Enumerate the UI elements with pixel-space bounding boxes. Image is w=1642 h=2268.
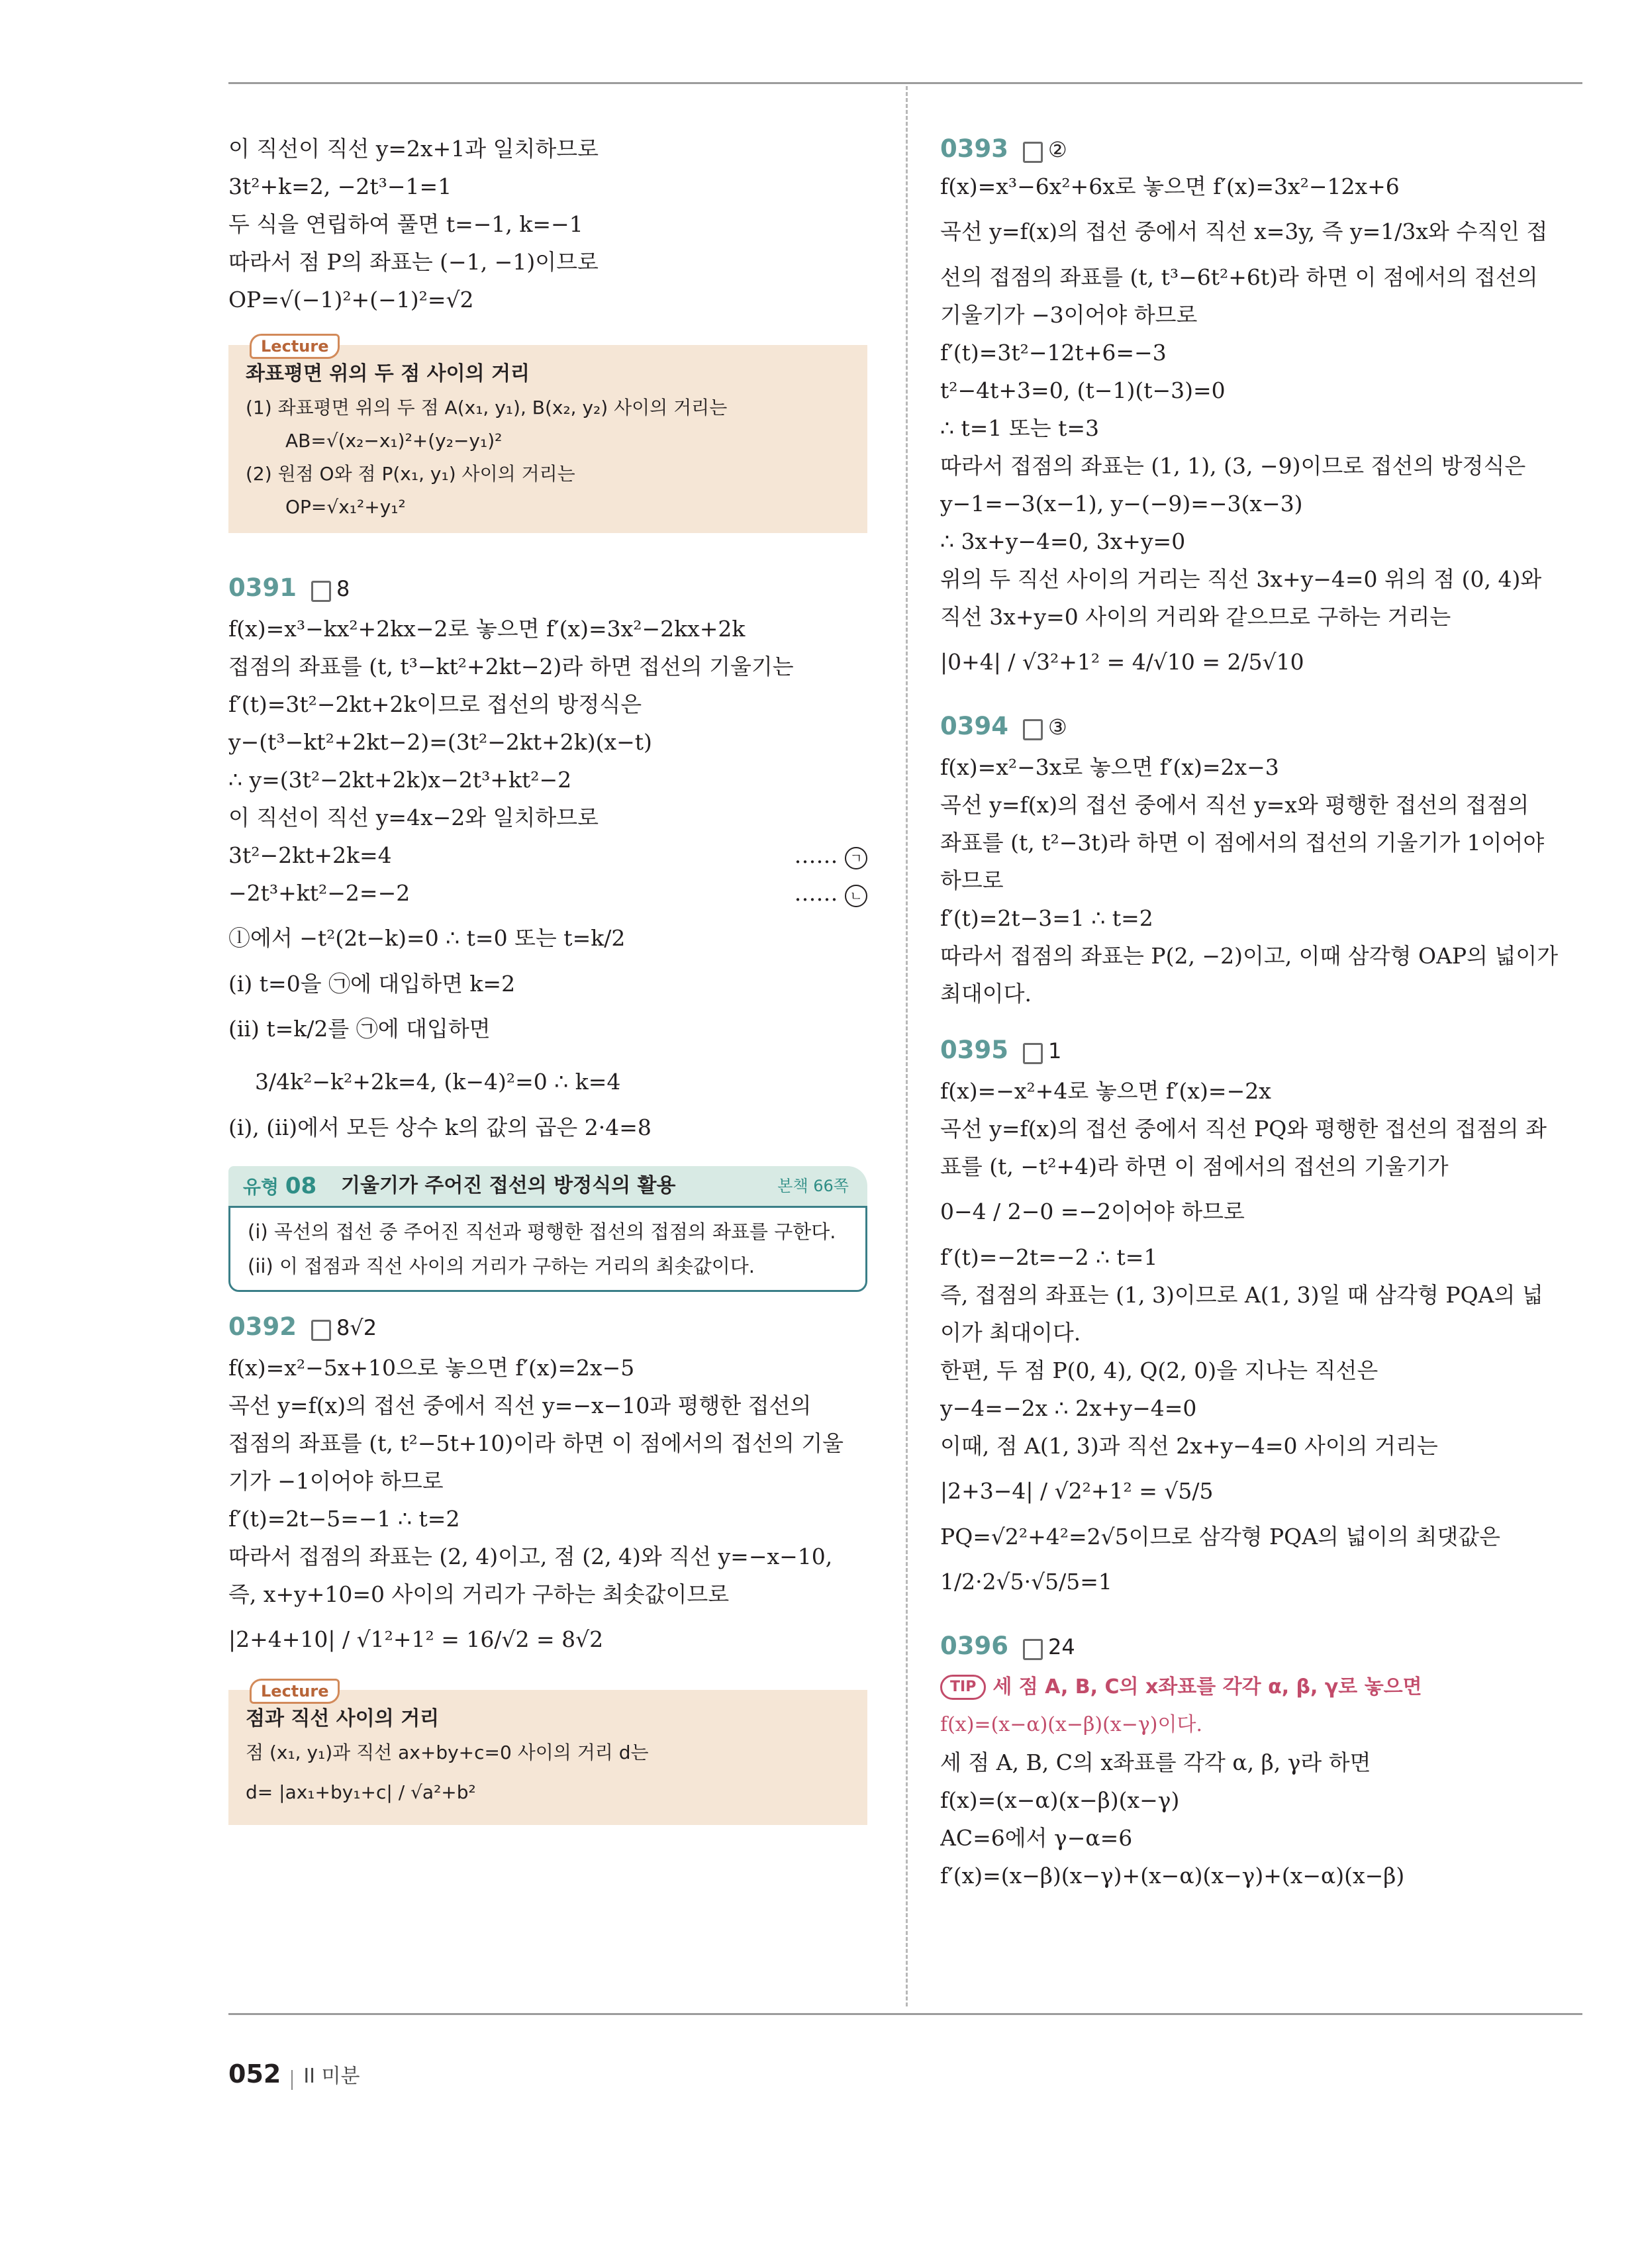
problem-header bbox=[228, 566, 867, 610]
text-line: 위의 두 직선 사이의 거리는 직선 3x+y−4=0 위의 점 (0, 4)와 bbox=[940, 566, 1542, 592]
text-line: |0+4| / √3²+1² = 4/√10 = 2/5√10 bbox=[940, 649, 1304, 675]
text-line: 접점의 좌표를 (t, t³−kt²+2kt−2)라 하면 접선의 기울기는 bbox=[228, 654, 794, 679]
text-line: ∴ 3x+y−4=0, 3x+y=0 bbox=[940, 528, 1186, 554]
text-line: f(x)=x²−5x+10으로 놓으면 f′(x)=2x−5 bbox=[228, 1355, 635, 1381]
problem-answer: ③ bbox=[1047, 715, 1067, 740]
problem-number: 0395 bbox=[940, 1036, 1008, 1064]
type-number: 08 bbox=[285, 1173, 317, 1199]
problem-header bbox=[940, 705, 1579, 748]
text-line: 곡선 y=f(x)의 접선 중에서 직선 y=x와 평행한 접선의 접점의 bbox=[940, 792, 1529, 818]
text-line: y−(t³−kt²+2kt−2)=(3t²−2kt+2k)(x−t) bbox=[228, 729, 652, 755]
problem-answer: 8 bbox=[336, 576, 350, 601]
lecture-title: 점과 직선 사이의 거리 bbox=[246, 1707, 440, 1730]
top-rule bbox=[228, 82, 1582, 84]
tip-badge: TIP bbox=[940, 1675, 986, 1700]
problem-header bbox=[940, 130, 1579, 168]
problem-number: 0394 bbox=[940, 712, 1008, 740]
text-line: 0−4 / 2−0 =−2이어야 하므로 bbox=[940, 1199, 1245, 1224]
text-line: 세 점 A, B, C의 x좌표를 각각 α, β, γ라 하면 bbox=[940, 1750, 1371, 1775]
type-item: (ii) 이 접점과 직선 사이의 거리가 구하는 거리의 최솟값이다. bbox=[248, 1255, 755, 1277]
problem-0396 bbox=[940, 1624, 1579, 1895]
problem-answer: 24 bbox=[1047, 1634, 1075, 1659]
left-column bbox=[228, 130, 867, 1838]
problem-0393 bbox=[940, 130, 1579, 689]
text-line: f′(x)=(x−β)(x−γ)+(x−α)(x−γ)+(x−α)(x−β) bbox=[940, 1863, 1405, 1889]
circled-label: ㄱ bbox=[845, 847, 867, 869]
answer-icon bbox=[311, 581, 331, 602]
type-label-prefix: 유형 bbox=[243, 1176, 279, 1198]
text-line: 선의 접점의 좌표를 (t, t³−6t²+6t)라 하면 이 점에서의 접선의 bbox=[940, 264, 1538, 290]
text-line: 즉, x+y+10=0 사이의 거리가 구하는 최솟값이므로 bbox=[228, 1581, 730, 1607]
problem-0395 bbox=[940, 1028, 1579, 1608]
text-line: |2+4+10| / √1²+1² = 16/√2 = 8√2 bbox=[228, 1626, 604, 1652]
text-line: f(x)=−x²+4로 놓으면 f′(x)=−2x bbox=[940, 1078, 1271, 1104]
text-line: 이 직선이 직선 y=2x+1과 일치하므로 bbox=[228, 136, 599, 162]
ellipsis: …… bbox=[794, 880, 838, 906]
text-line: 이 직선이 직선 y=4x−2와 일치하므로 bbox=[228, 805, 599, 830]
lecture-box-distance-two-points bbox=[228, 337, 867, 533]
tip-text: 세 점 A, B, C의 x좌표를 각각 α, β, γ로 놓으면 bbox=[992, 1675, 1422, 1699]
text-line: y−1=−3(x−1), y−(−9)=−3(x−3) bbox=[940, 491, 1303, 517]
tip-line bbox=[940, 1668, 1579, 1706]
text-line: |2+3−4| / √2²+1² = √5/5 bbox=[940, 1478, 1214, 1504]
text-line: 3/4k²−k²+2k=4, (k−4)²=0 ∴ k=4 bbox=[255, 1069, 621, 1095]
text-line: 1/2·2√5·√5/5=1 bbox=[940, 1569, 1112, 1595]
text-line: (i) t=0을 ㉠에 대입하면 k=2 bbox=[228, 971, 516, 997]
type-page-ref: 본책 66쪽 bbox=[777, 1177, 849, 1195]
ellipsis: …… bbox=[794, 842, 838, 868]
equation-1-marker bbox=[795, 836, 868, 874]
answer-icon bbox=[1023, 719, 1043, 740]
problem-0392 bbox=[228, 1305, 867, 1666]
text-line: 기가 −1이어야 하므로 bbox=[228, 1468, 444, 1494]
problem-0394 bbox=[940, 705, 1579, 1012]
text-line: 최대이다. bbox=[940, 981, 1032, 1007]
text-line: 따라서 점 P의 좌표는 (−1, −1)이므로 bbox=[228, 249, 599, 275]
bottom-rule bbox=[228, 2013, 1582, 2015]
type-title: 기울기가 주어진 접선의 방정식의 활용 bbox=[341, 1174, 676, 1197]
answer-icon bbox=[311, 1320, 331, 1341]
text-line: 접점의 좌표를 (t, t²−5t+10)이라 하면 이 점에서의 접선의 기울 bbox=[228, 1430, 844, 1456]
problem-header bbox=[940, 1624, 1579, 1668]
equation-2: −2t³+kt²−2=−2 bbox=[228, 880, 410, 906]
text-line: f(x)=x²−3x로 놓으면 f′(x)=2x−3 bbox=[940, 754, 1279, 780]
column-divider bbox=[906, 86, 908, 2006]
text-line: ∴ y=(3t²−2kt+2k)x−2t³+kt²−2 bbox=[228, 767, 572, 793]
problem-header bbox=[940, 1028, 1579, 1072]
text-line: 이때, 점 A(1, 3)과 직선 2x+y−4=0 사이의 거리는 bbox=[940, 1433, 1438, 1459]
text-line: 즉, 접점의 좌표는 (1, 3)이므로 A(1, 3)일 때 삼각형 PQA의 넓 bbox=[940, 1282, 1543, 1308]
section-name: II 미분 bbox=[303, 2065, 360, 2088]
lecture-item: (2) 원점 O와 점 P(x₁, y₁) 사이의 거리는 bbox=[246, 463, 575, 485]
text-line: ⓛ에서 −t²(2t−k)=0 ∴ t=0 또는 t=k/2 bbox=[228, 925, 626, 951]
text-line: 기울기가 −3이어야 하므로 bbox=[940, 302, 1198, 328]
text-line: f′(t)=2t−3=1 ∴ t=2 bbox=[940, 905, 1153, 931]
lecture-item: 점 (x₁, y₁)과 직선 ax+by+c=0 사이의 거리 d는 bbox=[246, 1742, 649, 1763]
text-line: 곡선 y=f(x)의 접선 중에서 직선 PQ와 평행한 접선의 접점의 좌 bbox=[940, 1116, 1547, 1142]
type-item: (i) 곡선의 접선 중 주어진 직선과 평행한 접선의 접점의 좌표를 구한다. bbox=[248, 1220, 836, 1243]
text-line: f(x)=x³−kx²+2kx−2로 놓으면 f′(x)=3x²−2kx+2k bbox=[228, 616, 746, 642]
footer-divider bbox=[291, 2070, 293, 2090]
circled-label: ㄴ bbox=[845, 885, 867, 907]
intro-block bbox=[228, 130, 867, 319]
problem-number: 0391 bbox=[228, 573, 297, 602]
text-line: (ii) t=k/2를 ㉠에 대입하면 bbox=[228, 1016, 491, 1042]
problem-answer: ② bbox=[1047, 137, 1067, 162]
text-line: 3t²+k=2, −2t³−1=1 bbox=[228, 173, 452, 199]
answer-icon bbox=[1023, 1639, 1043, 1660]
problem-answer: 1 bbox=[1047, 1038, 1062, 1063]
text-line: 한편, 두 점 P(0, 4), Q(2, 0)을 지나는 직선은 bbox=[940, 1357, 1378, 1383]
problem-header bbox=[228, 1305, 867, 1349]
lecture-formula: OP=√x₁²+y₁² bbox=[285, 496, 406, 518]
page-number: 052 bbox=[228, 2059, 281, 2089]
lecture-item: (1) 좌표평면 위의 두 점 A(x₁, y₁), B(x₂, y₂) 사이의 거리는 bbox=[246, 397, 728, 419]
text-line: 따라서 접점의 좌표는 P(2, −2)이고, 이때 삼각형 OAP의 넓이가 bbox=[940, 943, 1559, 969]
equation-line bbox=[228, 836, 867, 874]
problem-0391 bbox=[228, 566, 867, 1146]
lecture-tag: Lecture bbox=[250, 1679, 340, 1704]
text-line: f(x)=x³−6x²+6x로 놓으면 f′(x)=3x²−12x+6 bbox=[940, 173, 1400, 199]
type-header bbox=[228, 1166, 867, 1206]
text-line: f(x)=(x−α)(x−β)(x−γ) bbox=[940, 1787, 1180, 1813]
text-line: 하므로 bbox=[940, 867, 1004, 893]
lecture-tag: Lecture bbox=[250, 334, 340, 359]
tip-formula: f(x)=(x−α)(x−β)(x−γ)이다. bbox=[940, 1713, 1202, 1736]
text-line: 따라서 접점의 좌표는 (2, 4)이고, 점 (2, 4)와 직선 y=−x−10, bbox=[228, 1544, 833, 1569]
lecture-formula: d= |ax₁+by₁+c| / √a²+b² bbox=[246, 1781, 476, 1803]
lecture-formula: AB=√(x₂−x₁)²+(y₂−y₁)² bbox=[285, 430, 503, 452]
equation-1: 3t²−2kt+2k=4 bbox=[228, 842, 392, 868]
text-line: y−4=−2x ∴ 2x+y−4=0 bbox=[940, 1395, 1197, 1421]
lecture-title: 좌표평면 위의 두 점 사이의 거리 bbox=[246, 362, 530, 385]
text-line: f′(t)=3t²−2kt+2k이므로 접선의 방정식은 bbox=[228, 691, 642, 717]
text-line: (i), (ii)에서 모든 상수 k의 값의 곱은 2·4=8 bbox=[228, 1114, 652, 1140]
type-body bbox=[228, 1206, 867, 1292]
text-line: 따라서 접점의 좌표는 (1, 1), (3, −9)이므로 접선의 방정식은 bbox=[940, 453, 1526, 479]
text-line: 두 식을 연립하여 풀면 t=−1, k=−1 bbox=[228, 211, 583, 237]
equation-2-marker bbox=[795, 874, 868, 912]
problem-answer: 8√2 bbox=[336, 1315, 377, 1340]
problem-number: 0396 bbox=[940, 1632, 1008, 1660]
text-line: f′(t)=3t²−12t+6=−3 bbox=[940, 340, 1167, 366]
page-footer bbox=[228, 2059, 360, 2090]
text-line: 좌표를 (t, t²−3t)라 하면 이 점에서의 접선의 기울기가 1이어야 bbox=[940, 830, 1545, 856]
text-line: 직선 3x+y=0 사이의 거리와 같으므로 구하는 거리는 bbox=[940, 604, 1451, 630]
text-line: f′(t)=−2t=−2 ∴ t=1 bbox=[940, 1244, 1158, 1270]
type-08-box bbox=[228, 1166, 867, 1292]
text-line: f′(t)=2t−5=−1 ∴ t=2 bbox=[228, 1506, 460, 1532]
text-line: 이가 최대이다. bbox=[940, 1320, 1081, 1346]
text-line: AC=6에서 γ−α=6 bbox=[940, 1825, 1133, 1851]
right-column bbox=[940, 130, 1579, 1895]
answer-icon bbox=[1023, 142, 1043, 163]
text-line: 곡선 y=f(x)의 접선 중에서 직선 x=3y, 즉 y=1/3x와 수직인 접 bbox=[940, 219, 1548, 244]
type-label bbox=[243, 1166, 316, 1207]
problem-number: 0392 bbox=[228, 1312, 297, 1341]
text-line: OP=√(−1)²+(−1)²=√2 bbox=[228, 287, 474, 313]
text-line: ∴ t=1 또는 t=3 bbox=[940, 415, 1100, 441]
text-line: t²−4t+3=0, (t−1)(t−3)=0 bbox=[940, 377, 1226, 403]
answer-icon bbox=[1023, 1043, 1043, 1064]
text-line: 곡선 y=f(x)의 접선 중에서 직선 y=−x−10과 평행한 접선의 bbox=[228, 1393, 812, 1418]
problem-number: 0393 bbox=[940, 134, 1008, 163]
text-line: PQ=√2²+4²=2√5이므로 삼각형 PQA의 넓이의 최댓값은 bbox=[940, 1524, 1501, 1550]
text-line: 표를 (t, −t²+4)라 하면 이 점에서의 접선의 기울기가 bbox=[940, 1154, 1449, 1179]
equation-line bbox=[228, 874, 867, 912]
lecture-box-point-line-distance bbox=[228, 1682, 867, 1825]
